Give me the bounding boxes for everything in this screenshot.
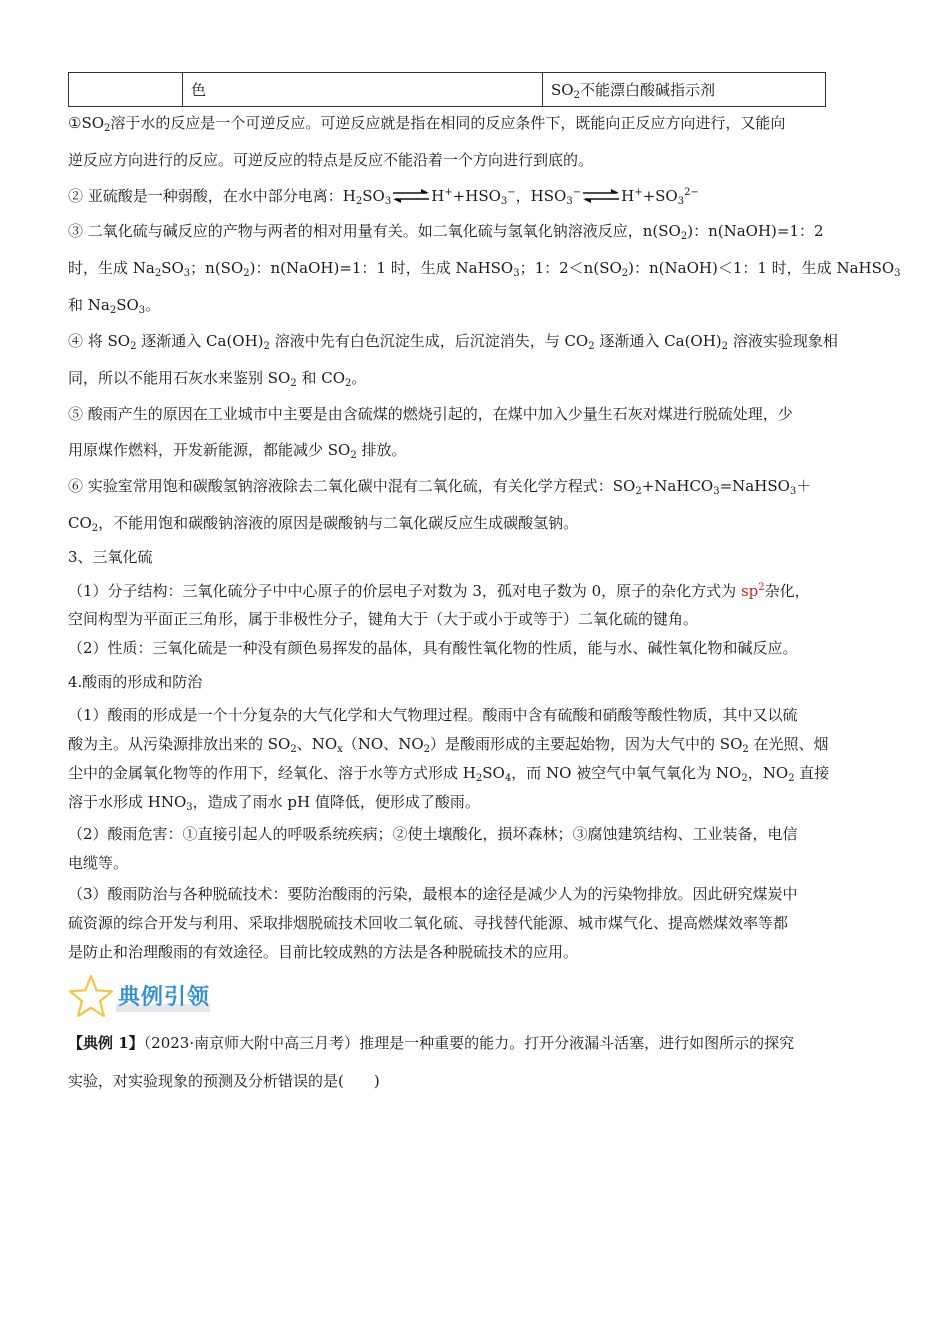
section-4-line-9: 是防止和治理酸雨的有效途径。目前比较成熟的方法是各种脱硫技术的应用。 [68,943,579,961]
section-4-line-6: 电缆等。 [68,854,129,872]
section-4-line-3: 尘中的金属氧化物等的作用下，经氧化、溶于水等方式形成 $H_2SO_4$，而 NO 被空气中氧气氧化为 $NO_2$，$NO_2$ 直接 [68,764,830,784]
section-banner: 典例引领 [118,985,211,1010]
table-cell-empty [69,73,183,106]
point-4-line-1: ④ 将 $SO_2$ 逐渐通入 $Ca(OH)_2$ 溶液中先有白色沉淀生成，后沉淀消失，与 $CO_2$ 逐渐通入 $Ca(OH)_2$ 溶液实验现象相 [68,332,838,352]
point-4-line-2: 同，所以不能用石灰水来鉴别 $SO_2$ 和 $CO_2$。 [68,369,367,389]
property-table [68,72,826,107]
section-4-line-5: （2）酸雨危害：①直接引起人的呼吸系统疾病；②使土壤酸化，损坏森林；③腐蚀建筑结构、工业装备，电信 [68,825,798,843]
sp2-hybridization: $sp^2$ [740,582,765,600]
section-4-line-1: （1）酸雨的形成是一个十分复杂的大气化学和大气物理过程。酸雨中含有硫酸和硝酸等酸性物质，其中又以硫 [68,706,798,724]
point-5-line-2: 用原煤作燃料，开发新能源，都能减少 $SO_2$ 排放。 [68,441,407,461]
section-4-heading: 4.酸雨的形成和防治 [68,673,203,691]
point-1-line-2: 逆反应方向进行的反应。可逆反应的特点是反应不能沿着一个方向进行到底的。 [68,151,594,169]
section-4-line-2: 酸为主。从污染源排放出来的 $SO_2$、$NO_x(NO$、$NO_2$）是酸雨形成的主要起始物，因为大气中的 $SO_2$ 在光照、烟 [68,735,829,755]
section-4-line-8: 硫资源的综合开发与利用、采取排烟脱硫技术回收二氧化硫、寻找替代能源、城市煤气化、提高燃煤效率等都 [68,914,789,932]
section-3-line-3: （2）性质：三氧化硫是一种没有颜色易挥发的晶体，具有酸性氧化物的性质，能与水、碱性氧化物和碱反应。 [68,639,798,657]
table-cell-note: $SO_2$不能漂白酸碱指示剂 [551,81,715,101]
section-4-line-4: 溶于水形成 $HNO_3$，造成了雨水 pH 值降低，便形成了酸雨。 [68,793,480,813]
section-4-line-7: （3）酸雨防治与各种脱硫技术：要防治酸雨的污染，最根本的途径是减少人为的污染物排放。因此研究煤炭中 [68,885,798,903]
section-3-line-1: （1）分子结构：三氧化硫分子中中心原子的价层电子对数为 3，孤对电子数为 0，原子的杂化方式为 $sp^2$杂化， [68,582,810,600]
point-6-line-2: $CO_2$，不能用饱和碳酸钠溶液的原因是碳酸钠与二氧化碳反应生成碳酸氢钠。 [68,514,579,534]
equilibrium-arrow-icon [581,189,621,203]
section-3-line-2: 空间构型为平面正三角形，属于非极性分子，键角大于（大于或小于或等于）二氧化硫的键角。 [68,610,699,628]
point-3-line-3: 和 $Na_2SO_3$。 [68,296,161,316]
equilibrium-arrow-icon [391,189,431,203]
example-line-2: 实验，对实验现象的预测及分析错误的是( ) [68,1072,380,1090]
point-2-equation: ② 亚硫酸是一种弱酸，在水中部分电离：$H_2SO_3$ $H^++HSO_3^-$，$HSO_3^-$ $H^++SO_3^{2-}$ [68,187,699,207]
example-line-1: 【典例 1】（2023·南京师大附中高三月考）推理是一种重要的能力。打开分液漏斗活塞，进行如图所示的探究 [68,1034,795,1052]
point-5-line-1: ⑤ 酸雨产生的原因在工业城市中主要是由含硫煤的燃烧引起的，在煤中加入少量生石灰对煤进行脱硫处理，少 [68,405,793,423]
section-3-heading: 3、三氧化硫 [68,548,153,566]
point-6-line-1: ⑥ 实验室常用饱和碳酸氢钠溶液除去二氧化碳中混有二氧化硫，有关化学方程式：$SO_2+NaHCO_3=NaHSO_3+$ [68,477,812,497]
point-3-line-1: ③ 二氧化硫与碱反应的产物与两者的相对用量有关。如二氧化硫与氢氧化钠溶液反应，$n(SO_2)$：n(NaOH)=1：2 [68,222,824,242]
example-tag: 【典例 1】 [68,1034,144,1052]
point-3-line-2: 时，生成 $Na_2SO_3$；$n(SO_2)$：n(NaOH)=1：1 时，生成 NaHSO$_3$；1：$2<n(SO_2)$：n(NaOH)＜1：1 时，生成 NaHSO$_3$ [68,259,901,279]
star-icon [68,973,114,1019]
table-cell-color: 色 [183,73,543,106]
point-1-line-1: $①SO_2$溶于水的反应是一个可逆反应。可逆反应就是指在相同的反应条件下，既能向正反应方向进行，又能向 [68,114,786,134]
